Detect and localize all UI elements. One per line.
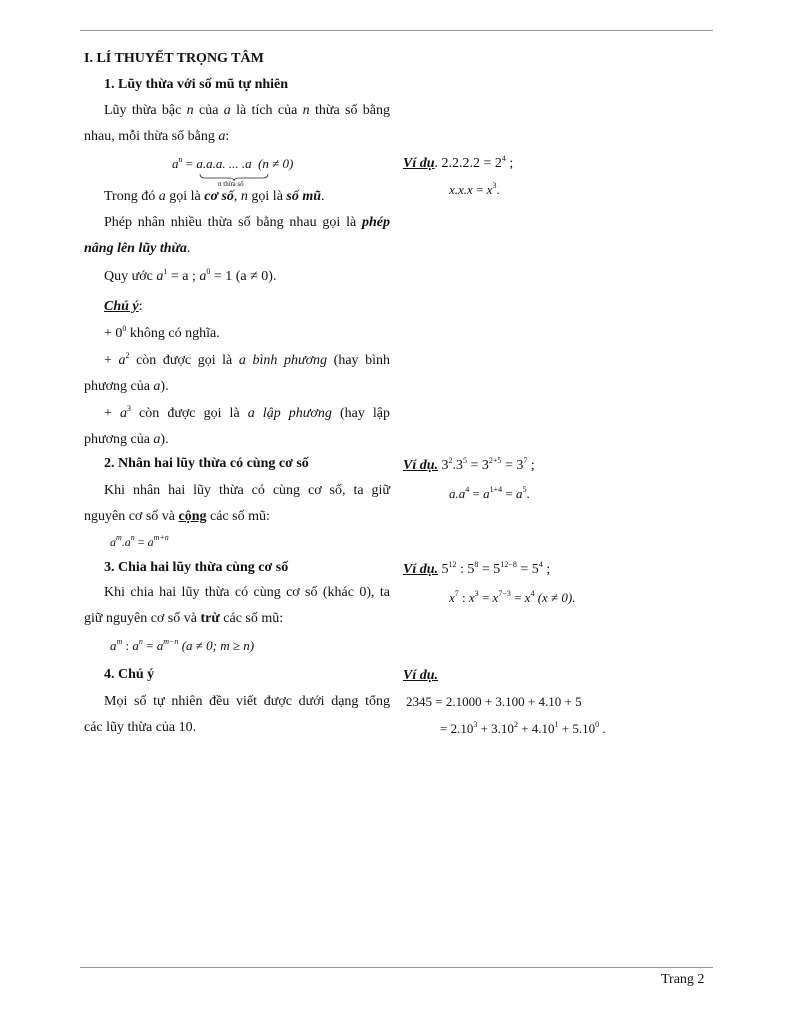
brace-label: n thừa số — [218, 180, 244, 188]
note-2: + $a^2$ còn được gọi là a bình phương (hay bình — [104, 351, 391, 368]
s1-para-1b: nhau, mỗi thừa số bằng a: — [84, 129, 230, 144]
s1-para-3: Phép nhân nhiều thừa số bằng nhau gọi là phép — [104, 215, 390, 230]
s3-formula: $a^m$ : $a^n = a^{m-n}$ (a ≠ 0; m ≥ n) — [110, 637, 255, 653]
section-3-heading: 3. Chia hai lũy thừa cùng cơ số — [104, 560, 289, 575]
section-2-heading: 2. Nhân hai lũy thừa có cùng cơ số — [104, 456, 309, 471]
s3-example-2: $x^7$ : $x^3 = x^{7-3} = x^4$ (x ≠ 0). — [449, 589, 576, 605]
page-title: I. LÍ THUYẾT TRỌNG TÂM — [84, 51, 264, 66]
s2-para-1b: nguyên cơ số và cộng các số mũ: — [84, 509, 270, 524]
note-3b: phương của a). — [84, 432, 169, 447]
s1-para-3b: nâng lên lũy thừa. — [84, 241, 191, 256]
s4-example-label: Ví dụ. — [403, 668, 439, 683]
s3-para-1b: giữ nguyên cơ số và trừ các số mũ: — [84, 611, 284, 626]
s4-para-1b: các lũy thừa của 10. — [84, 720, 197, 735]
s2-example-2: $a.a^4 = a^{1+4} = a^5$. — [449, 485, 530, 501]
note-3: + $a^3$ còn được gọi là a lập phương (hay lập — [104, 404, 390, 421]
s3-example-1: Ví dụ. $5^{12}$ : $5^8 = 5^{12-8} = 5^4$ ; — [403, 560, 551, 577]
page-number: Trang 2 — [661, 972, 705, 987]
s2-formula: $a^m.a^n = a^{m+n}$ — [110, 533, 169, 549]
s4-para-1: Mọi số tự nhiên đều viết được dưới dạng tổng — [104, 694, 390, 709]
s4-example-2: = $2.10^3 + 3.10^2 + 4.10^1 + 5.10^0$ . — [440, 720, 606, 736]
s2-example-1: Ví dụ. $3^2.3^5 = 3^{2+5} = 3^7$ ; — [403, 456, 535, 473]
note-1: + $0^0$ không có nghĩa. — [104, 324, 220, 341]
s3-para-1: Khi chia hai lũy thừa có cùng cơ số (khác 0), ta — [104, 585, 390, 600]
note-label: Chú ý: — [104, 299, 143, 314]
section-1-heading: 1. Lũy thừa với số mũ tự nhiên — [104, 77, 289, 92]
s1-para-2: Trong đó a gọi là cơ số, n gọi là số mũ. — [104, 189, 325, 204]
s1-example-1: Ví dụ. $2.2.2.2 = 2^4$ ; — [403, 154, 514, 171]
s1-para-4: Quy ước $a^1 = a$ ; $a^0 = 1$ (a ≠ 0). — [104, 267, 277, 284]
section-4-heading: 4. Chú ý — [104, 667, 155, 682]
bottom-rule — [80, 967, 713, 968]
s1-formula: $a^n = a.a.a$. ... .a (n ≠ 0) — [172, 155, 294, 171]
top-rule — [80, 30, 713, 31]
s1-para-1: Lũy thừa bậc n của a là tích của n thừa số bằng — [104, 103, 390, 118]
s2-para-1: Khi nhân hai lũy thừa có cùng cơ số, ta giữ — [104, 483, 390, 498]
note-2b: phương của a). — [84, 379, 169, 394]
s4-example-1: 2345 = 2.1000 + 3.100 + 4.10 + 5 — [406, 694, 582, 709]
s1-example-2: $x.x.x = x^3$. — [449, 181, 500, 197]
